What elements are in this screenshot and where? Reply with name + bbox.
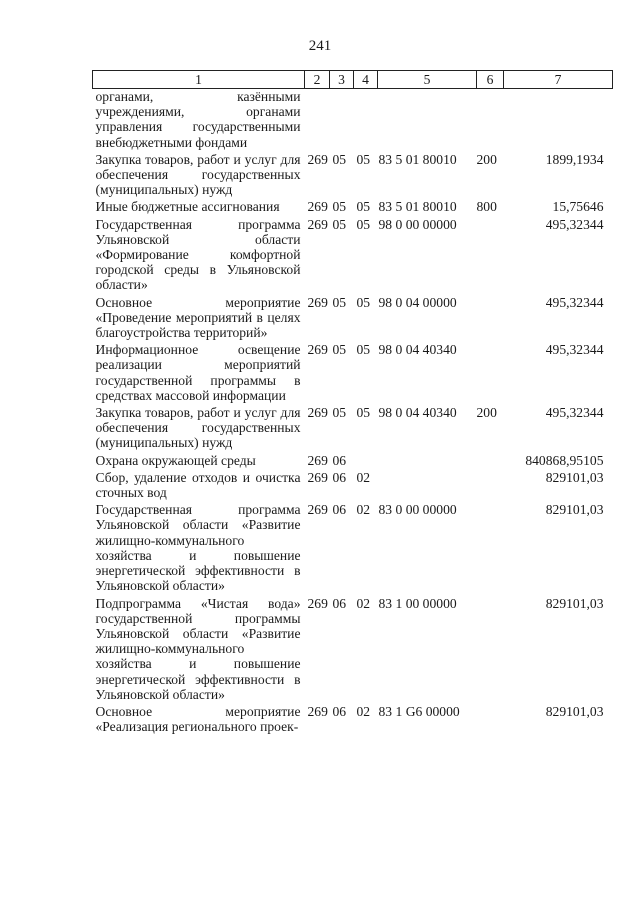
row-name: Сбор, удаление отходов и очистка сточных вод [95, 469, 301, 501]
table-row [93, 215, 613, 293]
row-csr [378, 468, 477, 500]
row-sum [504, 89, 613, 150]
table-row [93, 340, 613, 403]
row-vr [477, 215, 504, 293]
row-pr: 05 [356, 216, 371, 232]
table-row [93, 89, 613, 150]
row-csr: 98 0 00 00000 [378, 216, 457, 232]
row-pr: 05 [356, 199, 371, 215]
row-pr: 02 [356, 595, 371, 611]
row-csr: 98 0 04 40340 [378, 342, 457, 358]
row-csr: 98 0 04 00000 [378, 294, 457, 310]
column-header-sum: 7 [504, 71, 613, 89]
row-name: Государственная программа Ульяновской области «Развитие жилищно-коммунального хозяйства и повышение энергетической эффективности в Ульяновской области» [95, 502, 301, 594]
row-vr [477, 451, 504, 468]
row-vr [477, 594, 504, 702]
row-sum: 495,32344 [545, 342, 604, 358]
column-header-name: 1 [93, 71, 305, 89]
row-pr: 05 [356, 294, 371, 310]
row-pr: 05 [356, 151, 371, 167]
row-csr: 83 5 01 80010 [378, 151, 457, 167]
row-name: Охрана окружающей среды [95, 452, 256, 468]
row-pr [354, 451, 378, 468]
row-name: Информационное освещение реализации мероприятий государственной программы в средствах массовой информации [95, 342, 301, 403]
row-rz: 06 [332, 452, 347, 468]
row-pr: 05 [356, 342, 371, 358]
row-gr: 269 [307, 595, 328, 611]
row-gr: 269 [307, 502, 328, 518]
column-header-gr: 2 [305, 71, 330, 89]
row-rz [330, 89, 354, 150]
column-header-vr: 6 [477, 71, 504, 89]
row-gr: 269 [307, 151, 328, 167]
table-row [93, 594, 613, 702]
table-row [93, 451, 613, 468]
table-row [93, 702, 613, 734]
row-gr: 269 [307, 294, 328, 310]
row-name: Основное мероприятие «Реализация регионального проек- [95, 703, 301, 735]
row-sum: 829101,03 [545, 469, 604, 485]
row-gr: 269 [307, 703, 328, 719]
row-name: Закупка товаров, работ и услуг для обеспечения государственных (муниципальных) нужд [95, 405, 301, 451]
row-rz: 06 [332, 703, 347, 719]
row-pr: 02 [356, 703, 371, 719]
column-header-rz: 3 [330, 71, 354, 89]
row-vr [477, 89, 504, 150]
row-vr: 200 [476, 151, 497, 167]
row-pr: 02 [356, 502, 371, 518]
row-vr: 800 [476, 199, 497, 215]
row-name: Государственная программа Ульяновской области «Формирование комфортной городской среды в Ульяновской области» [95, 216, 301, 293]
row-csr [378, 89, 477, 150]
page-number: 241 [308, 38, 332, 54]
row-name: Иные бюджетные ассигнования [95, 199, 280, 215]
row-gr [305, 89, 330, 150]
row-gr: 269 [307, 199, 328, 215]
row-vr [477, 702, 504, 734]
row-name: Закупка товаров, работ и услуг для обеспечения государственных (муниципальных) нужд [95, 151, 301, 198]
row-sum: 495,32344 [545, 294, 604, 310]
row-vr [477, 500, 504, 593]
row-vr [477, 293, 504, 341]
row-csr: 83 1 00 00000 [378, 595, 457, 611]
row-sum: 495,32344 [545, 405, 604, 421]
row-pr: 05 [356, 405, 371, 421]
row-vr [477, 340, 504, 403]
table-header-row [93, 71, 613, 89]
row-rz: 06 [332, 469, 347, 485]
table-row [93, 500, 613, 593]
table-row [93, 468, 613, 500]
row-vr [477, 468, 504, 500]
row-rz: 05 [332, 342, 347, 358]
row-sum: 829101,03 [545, 595, 604, 611]
row-sum: 829101,03 [545, 502, 604, 518]
row-gr: 269 [307, 405, 328, 421]
row-gr: 269 [307, 452, 328, 468]
row-gr: 269 [307, 216, 328, 232]
table-row [93, 197, 613, 214]
row-sum: 495,32344 [545, 216, 604, 232]
row-rz: 05 [332, 405, 347, 421]
row-rz: 05 [332, 216, 347, 232]
row-rz: 05 [332, 199, 347, 215]
column-header-pr: 4 [354, 71, 378, 89]
row-rz: 06 [332, 595, 347, 611]
row-rz: 06 [332, 502, 347, 518]
row-csr: 83 1 G6 00000 [378, 703, 460, 719]
row-gr: 269 [307, 469, 328, 485]
row-csr [378, 451, 477, 468]
row-sum: 1899,1934 [545, 151, 604, 167]
table-row [93, 403, 613, 451]
row-rz: 05 [332, 294, 347, 310]
row-sum: 15,75646 [552, 199, 604, 215]
row-sum: 829101,03 [545, 703, 604, 719]
row-vr: 200 [476, 405, 497, 421]
row-sum: 840868,95105 [525, 452, 604, 468]
row-name: органами, казёнными учреждениями, органами управления государственными внебюджетными фондами [95, 89, 301, 150]
row-pr [354, 89, 378, 150]
row-gr: 269 [307, 342, 328, 358]
row-csr: 98 0 04 40340 [378, 405, 457, 421]
column-header-csr: 5 [378, 71, 477, 89]
budget-table [92, 70, 613, 734]
table-row [93, 150, 613, 198]
row-rz: 05 [332, 151, 347, 167]
row-name: Основное мероприятие «Проведение мероприятий в целях благоустройства территорий» [95, 294, 301, 341]
row-csr: 83 5 01 80010 [378, 199, 457, 215]
table-row [93, 293, 613, 341]
row-name: Подпрограмма «Чистая вода» государственной программы Ульяновской области «Развитие жилищно-коммунального хозяйства и повышение энергетической эффективности в Ульяновской области» [95, 595, 301, 702]
row-pr: 02 [356, 469, 371, 485]
row-csr: 83 0 00 00000 [378, 502, 457, 518]
